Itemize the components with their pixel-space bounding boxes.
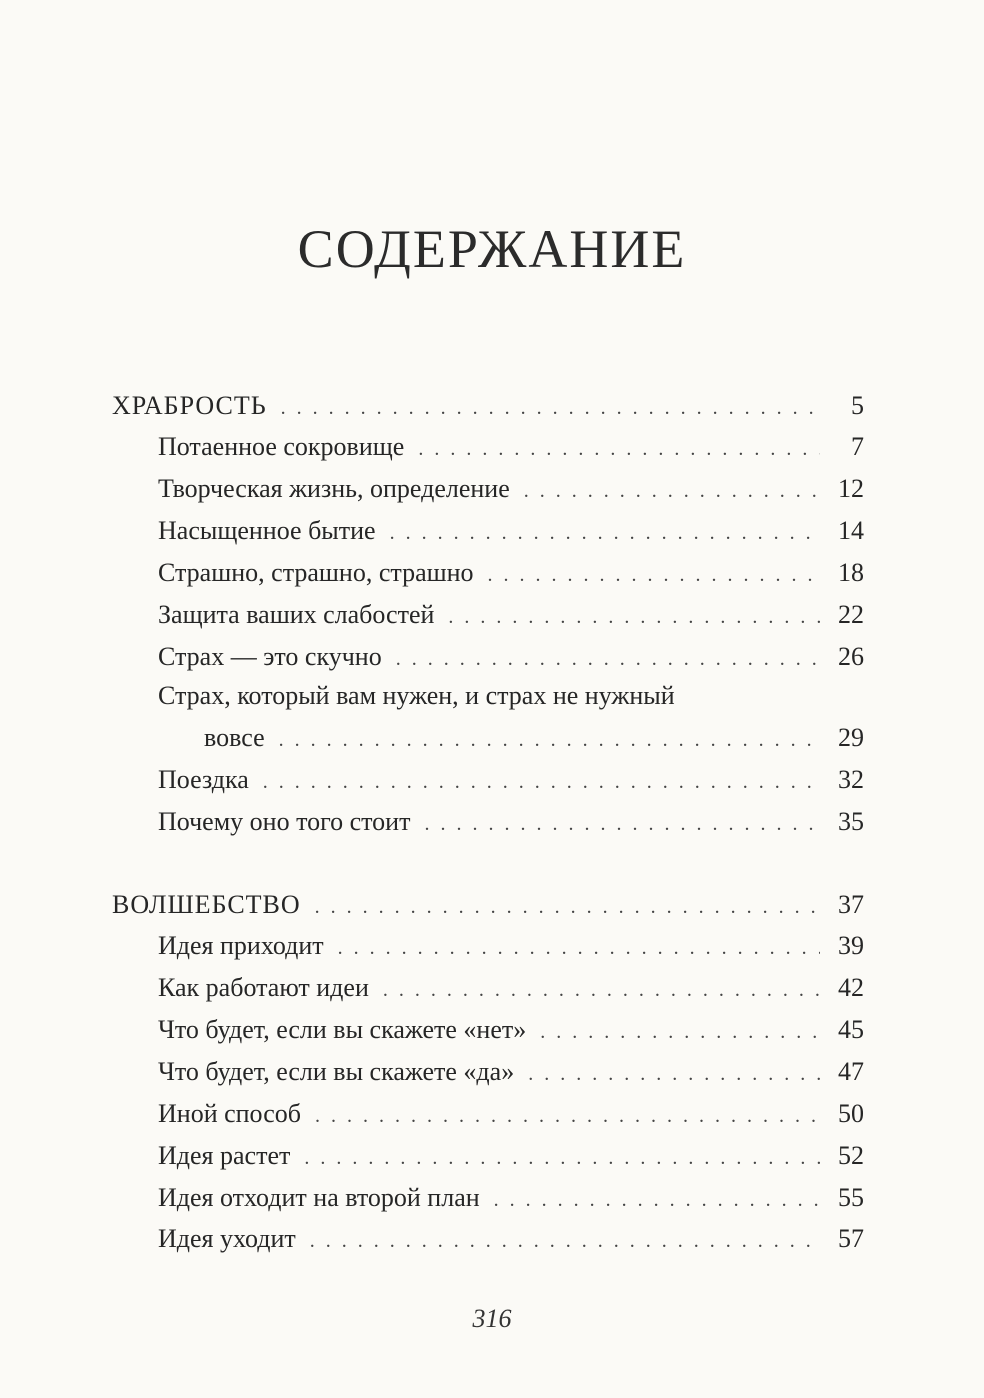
toc-entry <box>158 763 864 799</box>
dot-leader <box>304 1141 820 1175</box>
toc-page-number: 42 <box>838 973 864 1002</box>
toc-entry-title: Почему оно того стоит <box>158 807 411 836</box>
toc-entry <box>158 1222 864 1258</box>
toc-entry <box>158 1139 864 1175</box>
toc-entry-title: Потаенное сокровище <box>158 432 405 461</box>
toc-entry-title: Идея уходит <box>158 1224 296 1253</box>
toc-entry <box>158 805 864 841</box>
toc-entry-title: Идея отходит на второй план <box>158 1183 480 1212</box>
toc-page-number: 39 <box>838 931 864 960</box>
toc-page-number: 26 <box>838 642 864 671</box>
dot-leader <box>524 474 820 508</box>
toc-entry-title: Поездка <box>158 765 249 794</box>
dot-leader <box>494 1183 820 1217</box>
toc-page-number: 18 <box>838 558 864 587</box>
toc-entry-title: Насыщенное бытие <box>158 516 376 545</box>
dot-leader <box>383 973 820 1007</box>
toc-page-number: 5 <box>851 391 864 420</box>
dot-leader <box>488 558 820 592</box>
toc-page-number: 7 <box>851 432 864 461</box>
toc-entry <box>158 640 864 676</box>
dot-leader <box>396 642 820 676</box>
toc-page-number: 50 <box>838 1099 864 1128</box>
dot-leader <box>263 765 820 799</box>
toc-page-number: 32 <box>838 765 864 794</box>
toc-page-number: 37 <box>838 890 864 919</box>
toc-page-number: 29 <box>838 723 864 752</box>
toc-section <box>112 888 864 924</box>
toc-entry <box>158 556 864 592</box>
toc-entry <box>158 1097 864 1133</box>
toc-entry-title: Что будет, если вы скажете «да» <box>158 1057 515 1086</box>
toc-section <box>112 389 864 425</box>
toc-page-number: 52 <box>838 1141 864 1170</box>
toc-page-number: 45 <box>838 1015 864 1044</box>
toc-page-number: 14 <box>838 516 864 545</box>
toc-page-number: 47 <box>838 1057 864 1086</box>
page-title: СОДЕРЖАНИЕ <box>297 219 687 279</box>
toc-page-number: 55 <box>838 1183 864 1212</box>
dot-leader <box>448 600 820 634</box>
toc-entry <box>158 971 864 1007</box>
toc-entry <box>158 1013 864 1049</box>
toc-section-title: ВОЛШЕБСТВО <box>112 890 301 919</box>
dot-leader <box>310 1224 820 1258</box>
toc-entry-title: Творческая жизнь, определение <box>158 474 510 503</box>
toc-entry <box>158 514 864 550</box>
toc-entry-title: Страх — это скучно <box>158 642 382 671</box>
toc-entry <box>158 1181 864 1217</box>
dot-leader <box>315 1099 820 1133</box>
toc-entry-title: Страх, который вам нужен, и страх не нужный <box>158 681 675 710</box>
toc-page-number: 12 <box>838 474 864 503</box>
toc-entry-title: Идея приходит <box>158 931 324 960</box>
dot-leader <box>424 807 820 841</box>
page-folio: 316 <box>472 1304 512 1333</box>
toc-page-number: 22 <box>838 600 864 629</box>
toc-entry-title: Как работают идеи <box>158 973 369 1002</box>
toc-entry-title: Защита ваших слабостей <box>158 600 435 629</box>
toc-section-title: ХРАБРОСТЬ <box>112 391 267 420</box>
dot-leader <box>279 723 820 757</box>
toc-entry-continuation <box>204 721 864 757</box>
dot-leader <box>315 890 820 924</box>
toc-entry-first-line <box>158 679 864 713</box>
toc-entry-title-continued: вовсе <box>204 723 265 752</box>
toc-entry <box>158 598 864 634</box>
toc-entry <box>158 929 864 965</box>
dot-leader <box>390 516 820 550</box>
toc-entry <box>158 1055 864 1091</box>
toc-entry-title: Идея растет <box>158 1141 291 1170</box>
toc-entry-title: Страшно, страшно, страшно <box>158 558 474 587</box>
dot-leader <box>528 1057 820 1091</box>
toc-entry <box>158 472 864 508</box>
dot-leader <box>338 931 820 965</box>
toc-entry-title: Что будет, если вы скажете «нет» <box>158 1015 527 1044</box>
toc-entry <box>158 430 864 466</box>
dot-leader <box>281 391 820 425</box>
toc-entry-title: Иной способ <box>158 1099 301 1128</box>
toc-page-number: 57 <box>838 1224 864 1253</box>
dot-leader <box>540 1015 820 1049</box>
toc-page-number: 35 <box>838 807 864 836</box>
dot-leader <box>418 432 820 466</box>
